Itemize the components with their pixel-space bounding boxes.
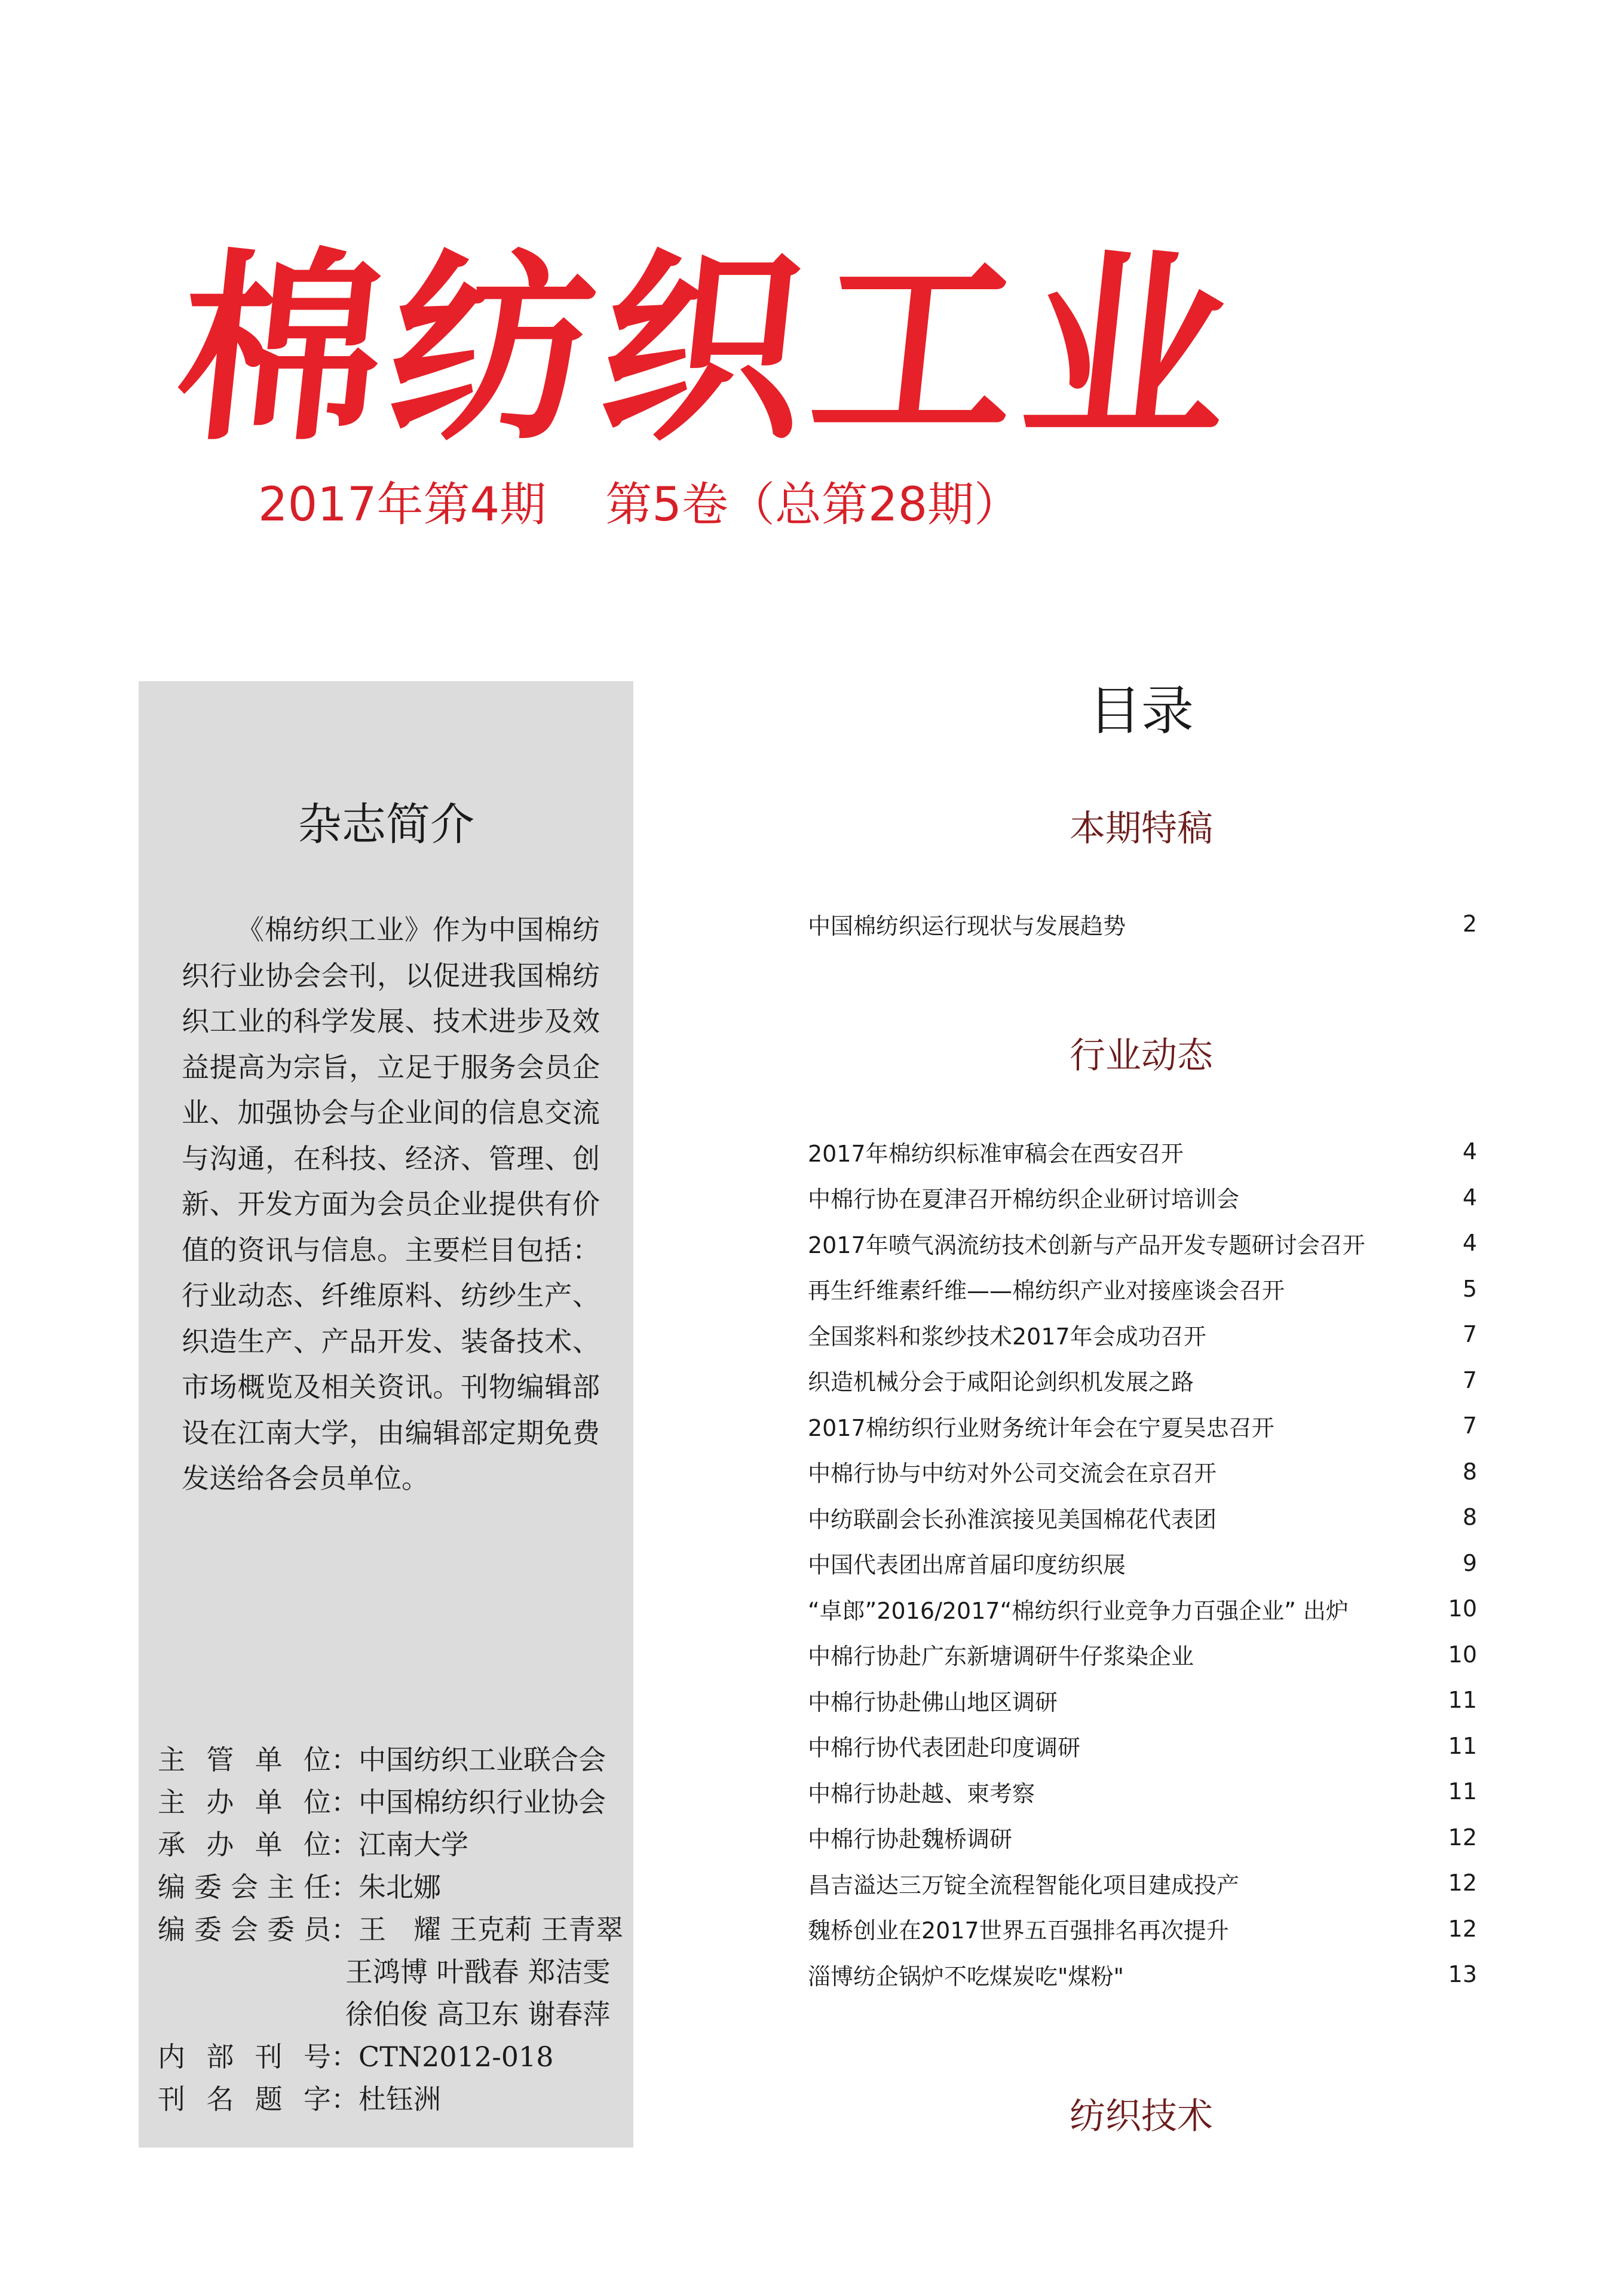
toc-item[interactable] (808, 901, 1477, 947)
toc-item-title: 中棉行协赴魏桥调研 (808, 1826, 1013, 1853)
credit-row (158, 1781, 630, 1824)
toc-item-title: 中棉行协与中纺对外公司交流会在京召开 (808, 1460, 1217, 1487)
toc-item-page: 8 (1462, 1504, 1477, 1531)
masthead-title: 棉纺织工业 (167, 230, 1250, 468)
toc-item[interactable] (808, 1540, 1477, 1586)
credit-row (158, 2078, 630, 2121)
toc-item-page: 11 (1448, 1732, 1477, 1759)
toc-item-title: 2017年棉纺织标准审稿会在西安召开 (808, 1140, 1184, 1167)
credit-colon: ： (331, 1913, 358, 1946)
toc-item[interactable] (808, 1677, 1477, 1723)
toc-item-title: 中棉行协赴佛山地区调研 (808, 1689, 1058, 1716)
credit-value: 中国棉纺织行业协会 (358, 1786, 606, 1818)
toc-item-page: 11 (1448, 1778, 1477, 1805)
credit-row (158, 1824, 630, 1866)
credit-value: 江南大学 (358, 1828, 468, 1861)
toc-item-page: 11 (1448, 1687, 1477, 1714)
toc-item-title: 中棉行协赴越、柬考察 (808, 1780, 1035, 1807)
credit-colon: ： (331, 2041, 358, 2073)
toc-item-page: 7 (1462, 1367, 1477, 1393)
toc-item-page: 7 (1462, 1413, 1477, 1439)
issue-line: 2017年第4期 第5卷（总第28期） (258, 478, 1021, 532)
toc-item-title: 2017年喷气涡流纺技术创新与产品开发专题研讨会召开 (808, 1232, 1365, 1258)
toc-item-title: 中棉行协赴广东新塘调研牛仔浆染企业 (808, 1643, 1194, 1670)
toc-item-title: 全国浆料和浆纱技术2017年会成功召开 (808, 1323, 1206, 1350)
toc-list (808, 1129, 1477, 1998)
credit-value: 朱北娜 (358, 1871, 441, 1903)
toc-item-page: 4 (1462, 1184, 1477, 1211)
credit-colon: ： (331, 1871, 358, 1903)
credit-value: 杜钰洲 (358, 2083, 441, 2115)
toc-section-heading: 本期特稿 (1070, 808, 1213, 850)
toc-item[interactable] (808, 1723, 1477, 1769)
toc-item[interactable] (808, 1952, 1477, 1998)
credit-colon: ： (331, 1786, 358, 1818)
toc-item[interactable] (808, 1494, 1477, 1540)
toc-item[interactable] (808, 1358, 1477, 1404)
toc-item[interactable] (808, 1266, 1477, 1312)
toc-section-heading: 行业动态 (1070, 1035, 1213, 1077)
credit-colon: ： (331, 2083, 358, 2115)
toc-item[interactable] (808, 1815, 1477, 1861)
toc-item-title: “卓郎”2016/2017“棉纺织行业竞争力百强企业” 出炉 (808, 1597, 1349, 1624)
toc-item-title: 中国棉纺织运行现状与发展趋势 (808, 912, 1126, 939)
toc-item-page: 4 (1462, 1138, 1477, 1165)
toc-item-title: 昌吉溢达三万锭全流程智能化项目建成投产 (808, 1871, 1240, 1898)
toc-item-title: 魏桥创业在2017世界五百强排名再次提升 (808, 1917, 1229, 1944)
toc-item-page: 8 (1462, 1458, 1477, 1485)
credit-label: 编委会委员 (158, 1913, 331, 1946)
credit-row (158, 1739, 630, 1781)
intro-panel (139, 681, 633, 2148)
toc-item-page: 5 (1462, 1275, 1477, 1302)
toc-item-title: 中纺联副会长孙淮滨接见美国棉花代表团 (808, 1506, 1217, 1533)
toc-item-page: 7 (1462, 1321, 1477, 1348)
credit-row (158, 2036, 630, 2078)
toc-title: 目录 (1088, 680, 1194, 742)
credit-colon: ： (331, 1828, 358, 1861)
credit-value-continued: 王鸿博 叶戬春 郑洁雯 (345, 1956, 611, 1988)
toc-item-title: 中国代表团出席首届印度纺织展 (808, 1552, 1126, 1579)
toc-item-title: 2017棉纺织行业财务统计年会在宁夏吴忠召开 (808, 1414, 1274, 1441)
credit-row (158, 1866, 630, 1909)
toc-item[interactable] (808, 1403, 1477, 1449)
toc-item[interactable] (808, 1860, 1477, 1906)
toc-item[interactable] (808, 1632, 1477, 1678)
toc-item-page: 9 (1462, 1549, 1477, 1576)
credit-label: 承办单位 (158, 1828, 331, 1861)
credit-value-continued: 徐伯俊 高卫东 谢春萍 (345, 1998, 611, 2030)
toc-item[interactable] (808, 1220, 1477, 1266)
toc-item[interactable] (808, 1769, 1477, 1815)
toc-section-heading: 纺织技术 (1070, 2096, 1213, 2137)
credit-label: 主办单位 (158, 1786, 331, 1818)
toc-item-page: 4 (1462, 1230, 1477, 1257)
toc-item-page: 13 (1448, 1961, 1477, 1988)
credit-value: 王 耀 王克莉 王青翠 (358, 1913, 624, 1946)
toc-item[interactable] (808, 1586, 1477, 1632)
toc-item[interactable] (808, 1449, 1477, 1495)
credit-value: CTN2012-018 (358, 2041, 554, 2073)
intro-title: 杂志简介 (298, 799, 474, 850)
credit-colon: ： (331, 1744, 358, 1776)
toc-item[interactable] (808, 1129, 1477, 1175)
credit-row (158, 1909, 630, 1951)
toc-list (808, 901, 1477, 947)
toc-item-title: 中棉行协代表团赴印度调研 (808, 1735, 1081, 1762)
credit-value: 中国纺织工业联合会 (358, 1744, 606, 1776)
toc-item-page: 12 (1448, 1870, 1477, 1897)
intro-body: 《棉纺织工业》作为中国棉纺织行业协会会刊，以促进我国棉纺织工业的科学发展、技术进步及效益提高为宗旨，立足于服务会员企业、加强协会与企业间的信息交流与沟通，在科技、经济、管理、创新、开发方面为会员企业提供有价值的资讯与信息。主要栏目包括：行业动态、纤维原料、纺纱生产、织造生产、产品开发、装备技术、市场概览及相关资讯。刊物编辑部设在江南大学，由编辑部定期免费发送给各会员单位。 (182, 914, 600, 1494)
credits (158, 1739, 630, 2121)
toc-item-page: 2 (1462, 911, 1477, 938)
credit-label: 刊名题字 (158, 2083, 331, 2115)
toc-item-page: 12 (1448, 1915, 1477, 1942)
toc-item[interactable] (808, 1312, 1477, 1358)
toc-item-title: 中棉行协在夏津召开棉纺织企业研讨培训会 (808, 1186, 1240, 1213)
toc-item-page: 10 (1448, 1595, 1477, 1622)
toc-item-title: 淄博纺企锅炉不吃煤炭吃"煤粉" (808, 1963, 1124, 1990)
toc-item-title: 织造机械分会于咸阳论剑织机发展之路 (808, 1369, 1194, 1396)
toc-item-page: 12 (1448, 1824, 1477, 1851)
credit-label: 内部刊号 (158, 2041, 331, 2073)
toc-item[interactable] (808, 1175, 1477, 1221)
toc-item-page: 10 (1448, 1641, 1477, 1668)
credit-label: 编委会主任 (158, 1871, 331, 1903)
toc-item[interactable] (808, 1906, 1477, 1952)
credit-label: 主管单位 (158, 1744, 331, 1776)
toc-item-title: 再生纤维素纤维——棉纺织产业对接座谈会召开 (808, 1278, 1285, 1304)
